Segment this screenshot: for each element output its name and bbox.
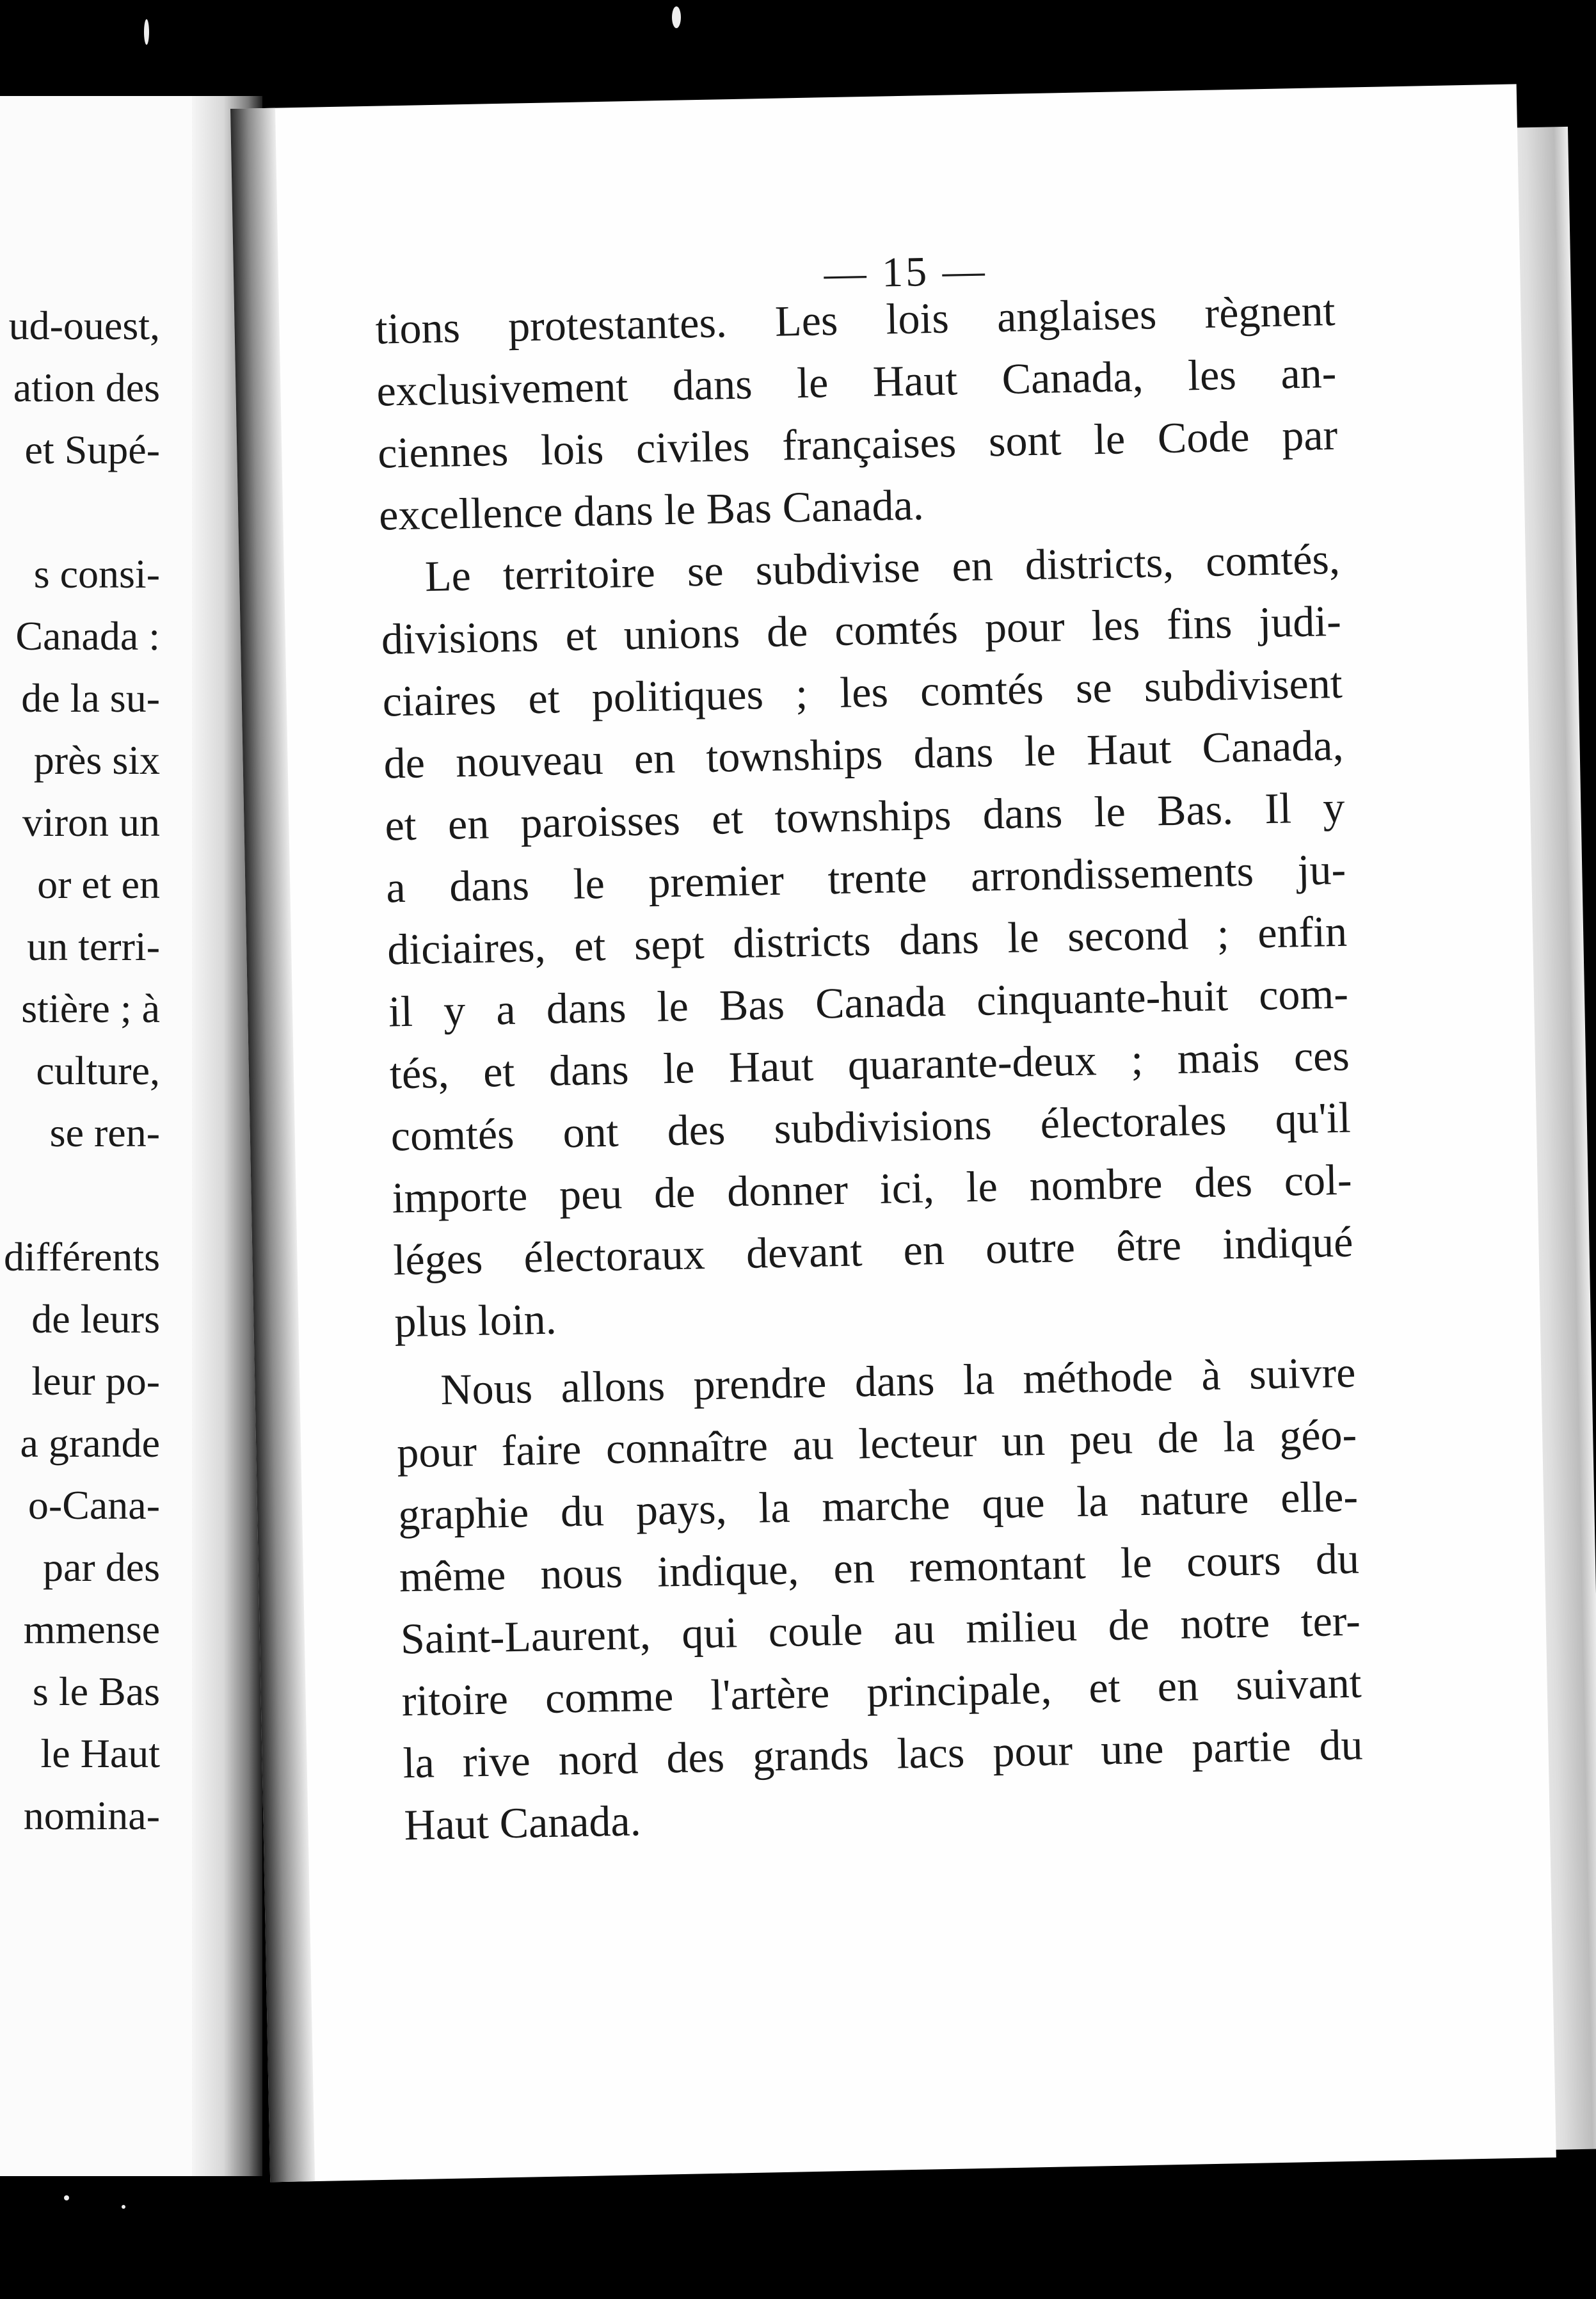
left-line: nomina- [23,1793,160,1838]
left-line [0,1164,160,1226]
text-line: Nous allons prendre dans la méthode à suivre [440,1347,1356,1414]
left-line: s consi- [33,551,160,597]
left-line: mmense [23,1606,160,1652]
text-line: ciennes lois civiles françaises sont le Code par [377,410,1338,477]
body-text [375,280,1364,1856]
left-line: ation des [13,365,160,410]
left-line [0,481,160,543]
text-line: graphie du pays, la marche que la nature elle- [397,1471,1359,1539]
text-line: tés, et dans le Haut quarante-deux ; mais ces [389,1030,1350,1098]
text-line: importe peu de donner ici, le nombre des col- [391,1155,1353,1222]
left-line: près six [33,737,160,783]
dust-speck [122,2205,125,2209]
left-line: par des [42,1544,160,1590]
text-line: tions protestantes. Les lois anglaises règnent [374,285,1336,353]
text-line: de nouveau en townships dans le Haut Canada, [383,720,1345,788]
text-line: Le territoire se subdivise en districts, comtés, [424,534,1341,601]
text-line: exclusivement dans le Haut Canada, les an- [376,348,1337,415]
left-line: o-Cana- [28,1482,160,1528]
left-line: et Supé- [24,427,160,472]
left-page-text [0,294,160,1846]
text-line: et en paroisses et townships dans le Bas. Il y [384,782,1345,850]
text-line: diciaires, et sept districts dans le second ; enfin [387,906,1348,974]
page-number: — 15 — [823,247,988,298]
left-line: de leurs [31,1296,160,1342]
left-line: de la su- [21,675,160,721]
text-line: il y a dans le Bas Canada cinquante-huit com- [388,968,1349,1036]
text-line: Saint-Laurent, qui coule au milieu de notre ter- [400,1596,1361,1663]
left-line: Canada : [15,613,160,659]
left-line: culture, [36,1048,160,1093]
dust-speck [672,6,681,28]
left-line: leur po- [31,1358,160,1404]
text-line: plus loin. [394,1294,557,1347]
text-line: comtés ont des subdivisions électorales qu'il [390,1093,1352,1160]
left-line: le Haut [40,1731,160,1776]
left-line: ud-ouest, [8,303,160,348]
left-line: s le Bas [32,1669,160,1714]
main-page [230,84,1556,2182]
left-line: a grande [20,1420,160,1466]
text-line: même nous indique, en remontant le cours du [399,1534,1360,1601]
left-line: se ren- [49,1110,160,1155]
text-line: excellence dans le Bas Canada. [378,480,925,540]
dust-speck [144,19,149,45]
left-line: différents [3,1234,160,1279]
text-line: ciaires et politiques ; les comtés se subdivisent [382,658,1343,726]
paragraph [395,1342,1365,1857]
text-line: ritoire comme l'artère principale, et en suivant [401,1658,1362,1726]
text-line: divisions et unions de comtés pour les fins judi- [381,596,1342,664]
left-line: viron un [22,799,160,845]
text-line: léges électoraux devant en outre être indiqué [392,1217,1354,1285]
text-line: la rive nord des grands lacs pour une partie du [402,1720,1364,1788]
text-line: Haut Canada. [403,1796,642,1850]
paragraph [375,280,1339,547]
dust-speck [64,2195,69,2200]
text-line: pour faire connaître au lecteur un peu de la géo- [396,1409,1357,1477]
text-line: a dans le premier trente arrondissements ju- [385,844,1346,912]
left-line: stière ; à [21,986,160,1031]
paragraph [379,528,1355,1354]
left-line: un terri- [27,924,160,969]
left-line: or et en [37,861,160,907]
